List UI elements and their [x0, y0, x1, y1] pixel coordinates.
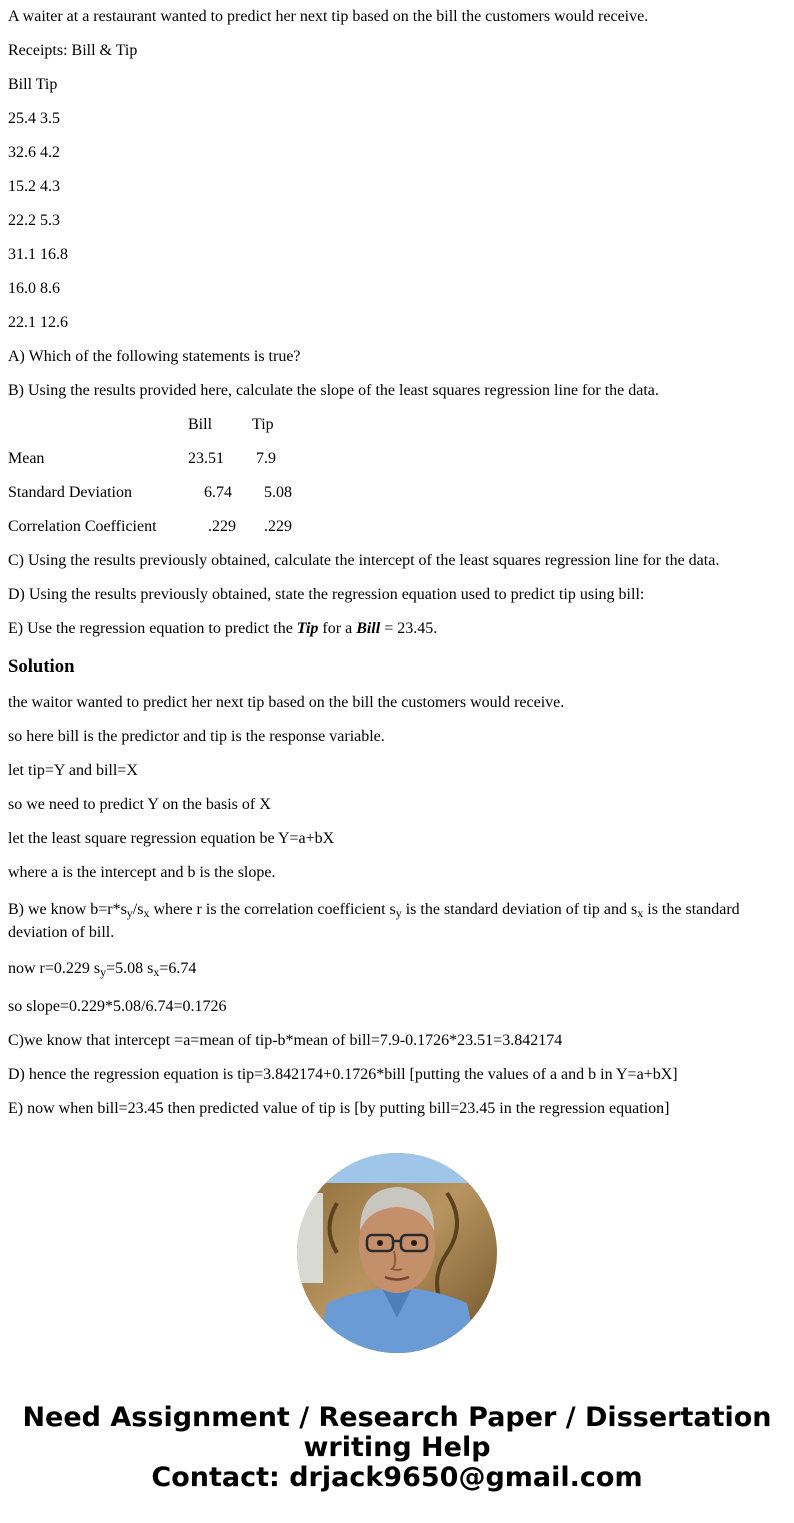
formula-subscript: x	[143, 906, 150, 920]
stats-sd-row	[8, 484, 786, 502]
solution-values	[8, 960, 786, 978]
solution-line: so we need to predict Y on the basis of X	[8, 796, 271, 813]
part-e-tip-emphasis: Tip	[296, 620, 319, 637]
receipt-row: 31.1 16.8	[8, 246, 68, 263]
stats-sd-bill: 6.74	[204, 484, 232, 501]
formula-text: is the standard deviation of bill.	[8, 901, 740, 941]
values-text: =5.08 s	[106, 960, 154, 977]
promo-banner	[0, 1403, 794, 1493]
values-text: =6.74	[159, 960, 197, 977]
promo-line: writing Help	[303, 1432, 491, 1463]
stats-cc-bill: .229	[208, 518, 236, 535]
part-b-question: B) Using the results provided here, calculate the slope of the least squares regression line for the data.	[8, 382, 659, 399]
question-intro: A waiter at a restaurant wanted to predict her next tip based on the bill the customers would receive.	[8, 8, 649, 25]
formula-subscript: y	[126, 906, 133, 920]
author-portrait-icon	[297, 1153, 497, 1353]
receipts-table-header: Bill Tip	[8, 76, 58, 93]
solution-line: so here bill is the predictor and tip is the response variable.	[8, 728, 385, 745]
values-subscript: x	[153, 965, 160, 979]
solution-line: where a is the intercept and b is the slope.	[8, 864, 276, 881]
formula-text: /s	[132, 901, 144, 918]
receipt-row: 25.4 3.5	[8, 110, 60, 127]
receipt-row: 16.0 8.6	[8, 280, 60, 297]
solution-intercept: C)we know that intercept =a=mean of tip-b*mean of bill=7.9-0.1726*23.51=3.842174	[8, 1032, 563, 1049]
part-e-text: E) Use the regression equation to predict the	[8, 620, 297, 637]
solution-heading: Solution	[8, 656, 75, 677]
stats-header-row	[8, 416, 786, 434]
stats-cc-label: Correlation Coefficient	[8, 518, 157, 535]
formula-text: is the standard deviation of tip and s	[401, 901, 638, 918]
stats-mean-tip: 7.9	[256, 450, 276, 467]
stats-mean-label: Mean	[8, 450, 45, 467]
solution-prediction: E) now when bill=23.45 then predicted value of tip is [by putting bill=23.45 in the regression equation]	[8, 1100, 670, 1117]
solution-line: the waitor wanted to predict her next tip based on the bill the customers would receive.	[8, 694, 565, 711]
receipt-row: 15.2 4.3	[8, 178, 60, 195]
promo-contact: Contact: drjack9650@gmail.com	[151, 1462, 643, 1493]
solution-slope-formula	[8, 898, 786, 944]
part-e-question	[8, 620, 786, 638]
part-a-question: A) Which of the following statements is true?	[8, 348, 301, 365]
stats-mean-row	[8, 450, 786, 468]
stats-cc-row	[8, 518, 786, 536]
part-c-question: C) Using the results previously obtained, calculate the intercept of the least squares regression line for the data.	[8, 552, 720, 569]
solution-line: let tip=Y and bill=X	[8, 762, 138, 779]
values-subscript: y	[100, 965, 107, 979]
promo-line: Need Assignment / Research Paper / Dissertation	[22, 1402, 772, 1433]
part-d-question: D) Using the results previously obtained, state the regression equation used to predict tip using bill:	[8, 586, 645, 603]
solution-equation: D) hence the regression equation is tip=3.842174+0.1726*bill [putting the values of a and b in Y=a+bX]	[8, 1066, 678, 1083]
stats-header-bill: Bill	[188, 416, 213, 433]
solution-slope: so slope=0.229*5.08/6.74=0.1726	[8, 998, 227, 1015]
document-body	[8, 0, 786, 1118]
receipt-row: 32.6 4.2	[8, 144, 60, 161]
stats-mean-bill: 23.51	[188, 450, 224, 467]
part-e-text: for a	[318, 620, 357, 637]
formula-subscript: y	[395, 906, 402, 920]
receipt-row: 22.1 12.6	[8, 314, 68, 331]
formula-subscript: x	[637, 906, 644, 920]
part-e-bill-emphasis: Bill	[356, 620, 381, 637]
solution-line: let the least square regression equation be Y=a+bX	[8, 830, 335, 847]
part-e-text: = 23.45.	[380, 620, 438, 637]
stats-header-tip: Tip	[252, 416, 274, 433]
formula-text: B) we know b=r*s	[8, 901, 127, 918]
receipts-label: Receipts: Bill & Tip	[8, 42, 138, 59]
author-avatar	[297, 1153, 497, 1353]
stats-cc-tip: .229	[264, 518, 292, 535]
formula-text: where r is the correlation coefficient s	[149, 901, 396, 918]
stats-sd-label: Standard Deviation	[8, 484, 132, 501]
values-text: now r=0.229 s	[8, 960, 101, 977]
receipt-row: 22.2 5.3	[8, 212, 60, 229]
stats-sd-tip: 5.08	[264, 484, 292, 501]
